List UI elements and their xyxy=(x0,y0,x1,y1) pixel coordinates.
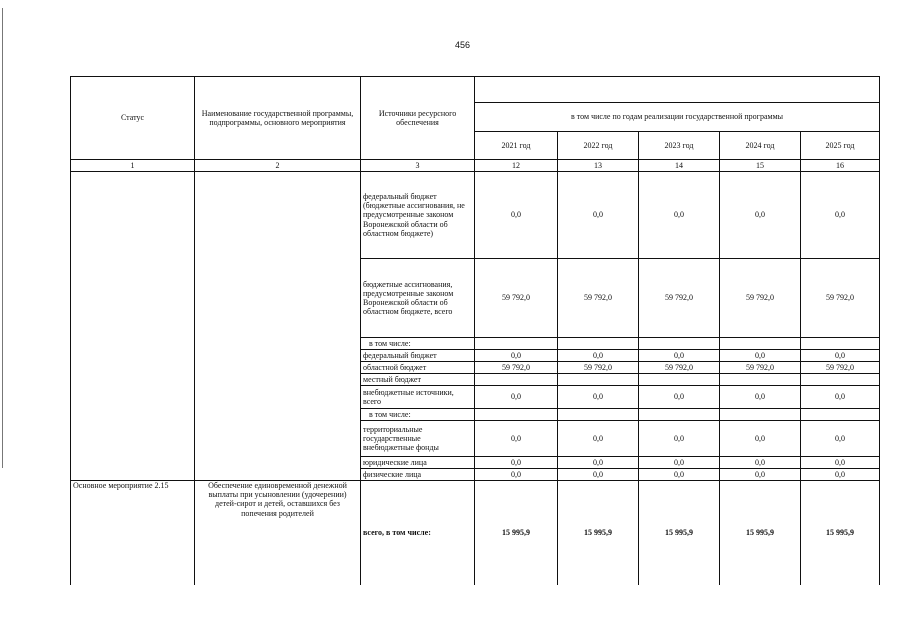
column-number: 1 xyxy=(71,160,195,172)
value-cell: 0,0 xyxy=(558,421,639,457)
source-label: внебюджетные источники, всего xyxy=(361,386,475,409)
value-cell: 0,0 xyxy=(475,172,558,259)
activity-value: 15 995,9 xyxy=(475,481,558,585)
column-number: 15 xyxy=(720,160,801,172)
value-cell: 59 792,0 xyxy=(475,259,558,338)
value-cell xyxy=(475,409,558,421)
activity-value: 15 995,9 xyxy=(639,481,720,585)
column-number: 16 xyxy=(801,160,880,172)
source-label: федеральный бюджет (бюджетные ассигнования, не предусмотренные законом Воронежской области об областном бюджете) xyxy=(361,172,475,259)
value-cell: 59 792,0 xyxy=(639,362,720,374)
value-cell: 0,0 xyxy=(639,350,720,362)
value-cell: 0,0 xyxy=(720,457,801,469)
source-label: юридические лица xyxy=(361,457,475,469)
value-cell xyxy=(801,409,880,421)
value-cell: 0,0 xyxy=(558,469,639,481)
value-cell xyxy=(720,374,801,386)
value-cell xyxy=(801,338,880,350)
value-cell xyxy=(720,338,801,350)
column-number: 14 xyxy=(639,160,720,172)
header-name: Наименование государственной программы, подпрограммы, основного мероприятия xyxy=(195,77,361,160)
activity-value: 15 995,9 xyxy=(801,481,880,585)
activity-value: 15 995,9 xyxy=(720,481,801,585)
value-cell: 0,0 xyxy=(639,386,720,409)
value-cell: 59 792,0 xyxy=(558,362,639,374)
source-label: федеральный бюджет xyxy=(361,350,475,362)
value-cell: 0,0 xyxy=(801,386,880,409)
value-cell: 0,0 xyxy=(639,457,720,469)
value-cell: 59 792,0 xyxy=(801,362,880,374)
value-cell: 0,0 xyxy=(639,172,720,259)
value-cell: 0,0 xyxy=(558,172,639,259)
value-cell: 0,0 xyxy=(639,421,720,457)
value-cell: 0,0 xyxy=(801,172,880,259)
value-cell: 0,0 xyxy=(801,469,880,481)
header-year: 2025 год xyxy=(801,132,880,160)
column-number: 2 xyxy=(195,160,361,172)
page-number: 456 xyxy=(455,40,471,50)
value-cell xyxy=(475,374,558,386)
value-cell xyxy=(720,409,801,421)
value-cell: 0,0 xyxy=(558,457,639,469)
column-number: 13 xyxy=(558,160,639,172)
activity-name: Обеспечение единовременной денежной выплаты при усыновлении (удочерении) детей-сирот и детей, оставшихся без попечения родителей xyxy=(195,481,361,585)
value-cell: 59 792,0 xyxy=(720,362,801,374)
value-cell: 59 792,0 xyxy=(801,259,880,338)
value-cell: 0,0 xyxy=(720,421,801,457)
header-year: 2024 год xyxy=(720,132,801,160)
value-cell: 59 792,0 xyxy=(720,259,801,338)
value-cell: 0,0 xyxy=(720,386,801,409)
column-number: 12 xyxy=(475,160,558,172)
value-cell: 0,0 xyxy=(720,469,801,481)
activity-source-total: всего, в том числе: xyxy=(361,481,475,585)
value-cell: 59 792,0 xyxy=(558,259,639,338)
value-cell: 0,0 xyxy=(720,350,801,362)
value-cell: 0,0 xyxy=(558,350,639,362)
value-cell xyxy=(558,374,639,386)
header-year: 2021 год xyxy=(475,132,558,160)
value-cell: 0,0 xyxy=(475,469,558,481)
activity-status: Основное мероприятие 2.15 xyxy=(71,481,195,585)
status-cell-empty xyxy=(71,172,195,481)
value-cell xyxy=(639,409,720,421)
header-blank-cell xyxy=(475,77,880,103)
value-cell: 0,0 xyxy=(475,386,558,409)
value-cell: 0,0 xyxy=(475,350,558,362)
header-sources: Источники ресурсного обеспечения xyxy=(361,77,475,160)
source-label: территориальные государственные внебюджетные фонды xyxy=(361,421,475,457)
activity-value: 15 995,9 xyxy=(558,481,639,585)
value-cell xyxy=(475,338,558,350)
value-cell xyxy=(639,374,720,386)
column-number: 3 xyxy=(361,160,475,172)
source-label: областной бюджет xyxy=(361,362,475,374)
source-label: в том числе: xyxy=(361,338,475,350)
value-cell: 0,0 xyxy=(801,421,880,457)
source-label: физические лица xyxy=(361,469,475,481)
budget-table xyxy=(70,76,880,585)
header-status: Статус xyxy=(71,77,195,160)
value-cell: 0,0 xyxy=(558,386,639,409)
value-cell xyxy=(558,338,639,350)
source-label: в том числе: xyxy=(361,409,475,421)
source-label: бюджетные ассигнования, предусмотренные законом Воронежской области об областном бюджете, всего xyxy=(361,259,475,338)
value-cell: 0,0 xyxy=(801,350,880,362)
value-cell: 0,0 xyxy=(475,457,558,469)
source-label: местный бюджет xyxy=(361,374,475,386)
value-cell: 0,0 xyxy=(475,421,558,457)
value-cell: 0,0 xyxy=(639,469,720,481)
value-cell xyxy=(558,409,639,421)
value-cell xyxy=(801,374,880,386)
value-cell: 0,0 xyxy=(720,172,801,259)
value-cell: 59 792,0 xyxy=(475,362,558,374)
binding-edge-line xyxy=(2,8,3,468)
value-cell: 0,0 xyxy=(801,457,880,469)
value-cell xyxy=(639,338,720,350)
header-years-caption: в том числе по годам реализации государственной программы xyxy=(475,103,880,132)
name-cell-empty xyxy=(195,172,361,481)
header-year: 2023 год xyxy=(639,132,720,160)
value-cell: 59 792,0 xyxy=(639,259,720,338)
header-year: 2022 год xyxy=(558,132,639,160)
